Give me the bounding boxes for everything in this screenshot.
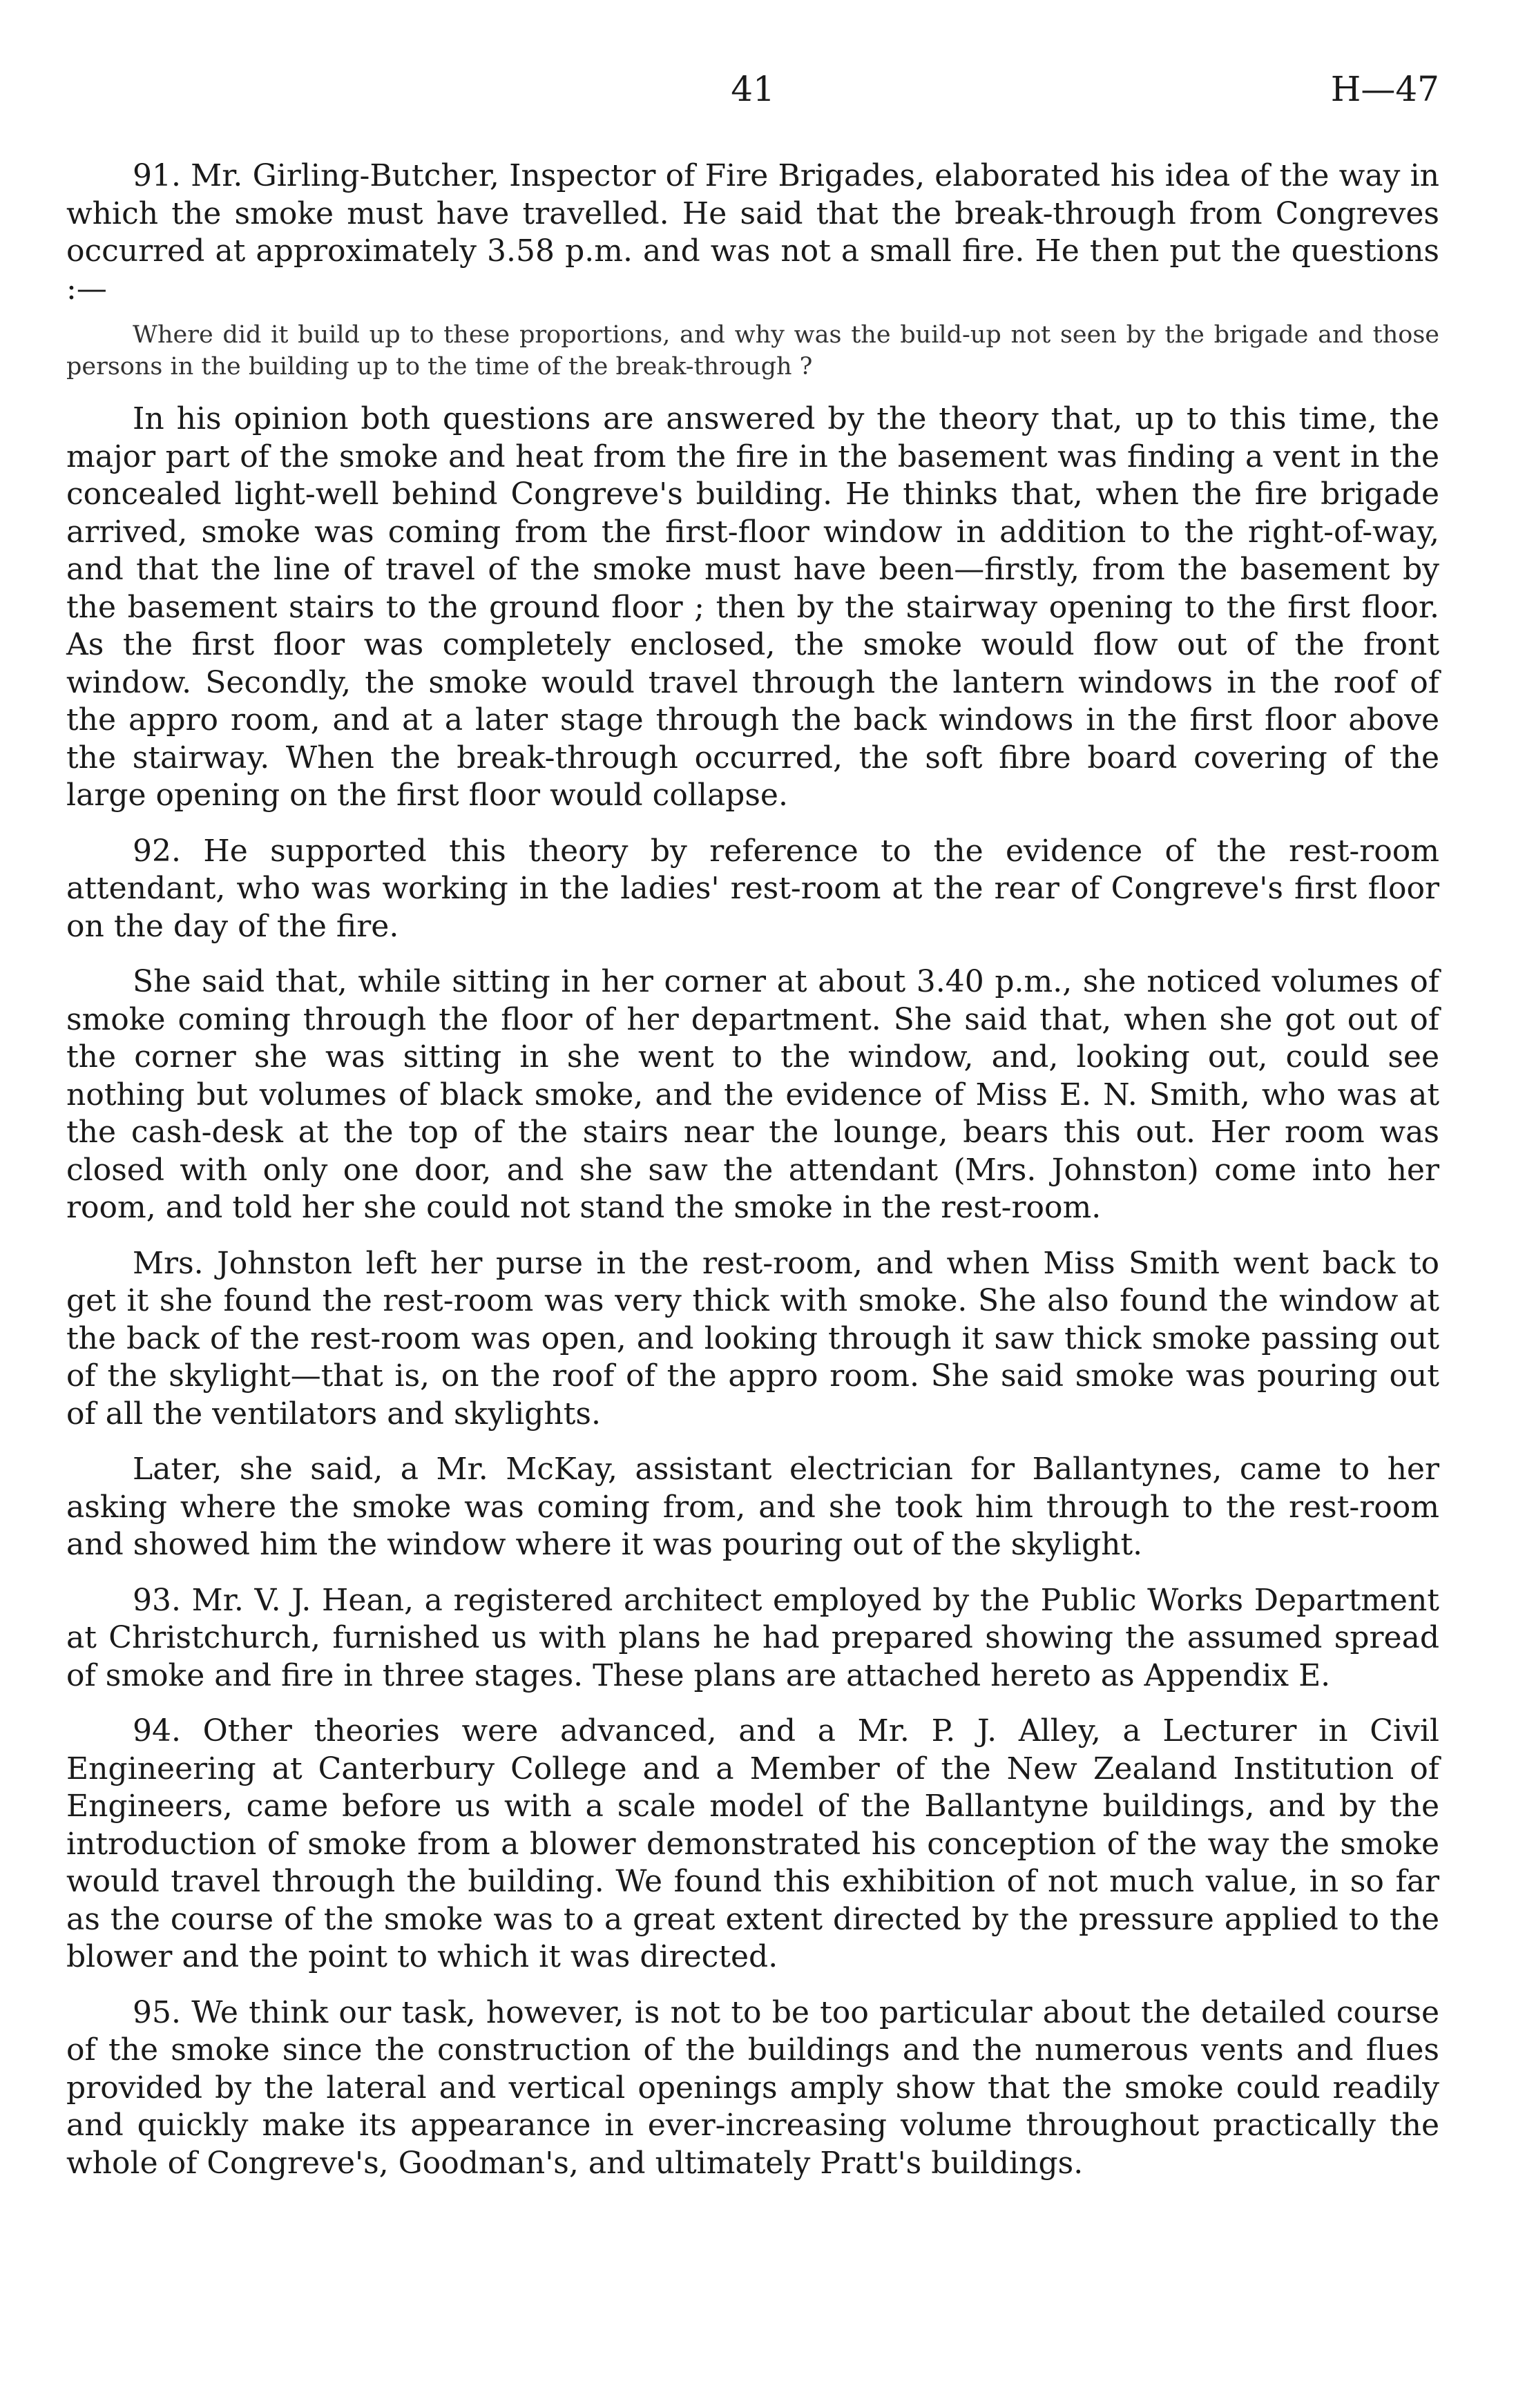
paragraph-95: 95. We think our task, however, is not to be too particular about the detailed course of the smoke since the construction of the buildings and the numerous vents and flues provided by the lateral and vertical openings amply show that the smoke could readily and quickly make its appearance in ever-increasing volume throughout practically the whole of Congreve's, Goodman's, and ultimately Pratt's buildings. (66, 1994, 1439, 2181)
paragraph-92-johnston-purse: Mrs. Johnston left her purse in the rest-room, and when Miss Smith went back to get it she found the rest-room was very thick with smoke. She also found the window at the back of the rest-room was open, and looking through it saw thick smoke passing out of the skylight—that is, on the roof of the appro room. She said smoke was pouring out of all the ventilators and skylights. (66, 1245, 1439, 1432)
paragraph-92-attendant-evidence: She said that, while sitting in her corner at about 3.40 p.m., she noticed volumes of smoke coming through the floor of her department. She said that, when she got out of the corner she was sitting in she went to the window, and, looking out, could see nothing but volumes of black smoke, and the evidence of Miss E. N. Smith, who was at the cash-desk at the top of the stairs near the lounge, bears this out. Her room was closed with only one door, and she saw the attendant (Mrs. Johnston) come into her room, and told her she could not stand the smoke in the rest-room. (66, 964, 1439, 1225)
page-number: 41 (731, 69, 775, 109)
quoted-questions: Where did it build up to these proportions, and why was the build-up not seen by the brigade and those persons in the building up to the time of the break-through ? (66, 321, 1439, 381)
document-reference: H—47 (1330, 69, 1439, 109)
body-text (66, 157, 1439, 2200)
paragraph-91-opinion: In his opinion both questions are answered by the theory that, up to this time, the major part of the smoke and heat from the fire in the basement was finding a vent in the concealed light-well behind Congreve's building. He thinks that, when the fire brigade arrived, smoke was coming from the first-floor window in addition to the right-of-way, and that the line of travel of the smoke must have been—firstly, from the basement by the basement stairs to the ground floor ; then by the stairway opening to the first floor. As the first floor was completely enclosed, the smoke would flow out of the front window. Secondly, the smoke would travel through the lantern windows in the roof of the appro room, and at a later stage through the back windows in the first floor above the stairway. When the break-through occurred, the soft fibre board covering of the large opening on the first floor would collapse. (66, 401, 1439, 813)
paragraph-92: 92. He supported this theory by reference to the evidence of the rest-room attendant, who was working in the ladies' rest-room at the rear of Congreve's first floor on the day of the fire. (66, 833, 1439, 944)
paragraph-94: 94. Other theories were advanced, and a Mr. P. J. Alley, a Lecturer in Civil Engineering at Canterbury College and a Member of the New Zealand Institution of Engineers, came before us with a scale model of the Ballantyne buildings, and by the introduction of smoke from a blower demonstrated his conception of the way the smoke would travel through the building. We found this exhibition of not much value, in so far as the course of the smoke was to a great extent directed by the pressure applied to the blower and the point to which it was directed. (66, 1713, 1439, 1974)
paragraph-91: 91. Mr. Girling-Butcher, Inspector of Fire Brigades, elaborated his idea of the way in which the smoke must have travelled. He said that the break-through from Congreves occurred at approximately 3.58 p.m. and was not a small fire. He then put the questions :— (66, 158, 1439, 307)
page-header (66, 69, 1439, 124)
paragraph-93: 93. Mr. V. J. Hean, a registered architect employed by the Public Works Department at Christchurch, furnished us with plans he had prepared showing the assumed spread of smoke and fire in three stages. These plans are attached hereto as Appendix E. (66, 1582, 1439, 1693)
paragraph-92-mckay: Later, she said, a Mr. McKay, assistant electrician for Ballantynes, came to her asking where the smoke was coming from, and she took him through to the rest-room and showed him the window where it was pouring out of the skylight. (66, 1452, 1439, 1562)
